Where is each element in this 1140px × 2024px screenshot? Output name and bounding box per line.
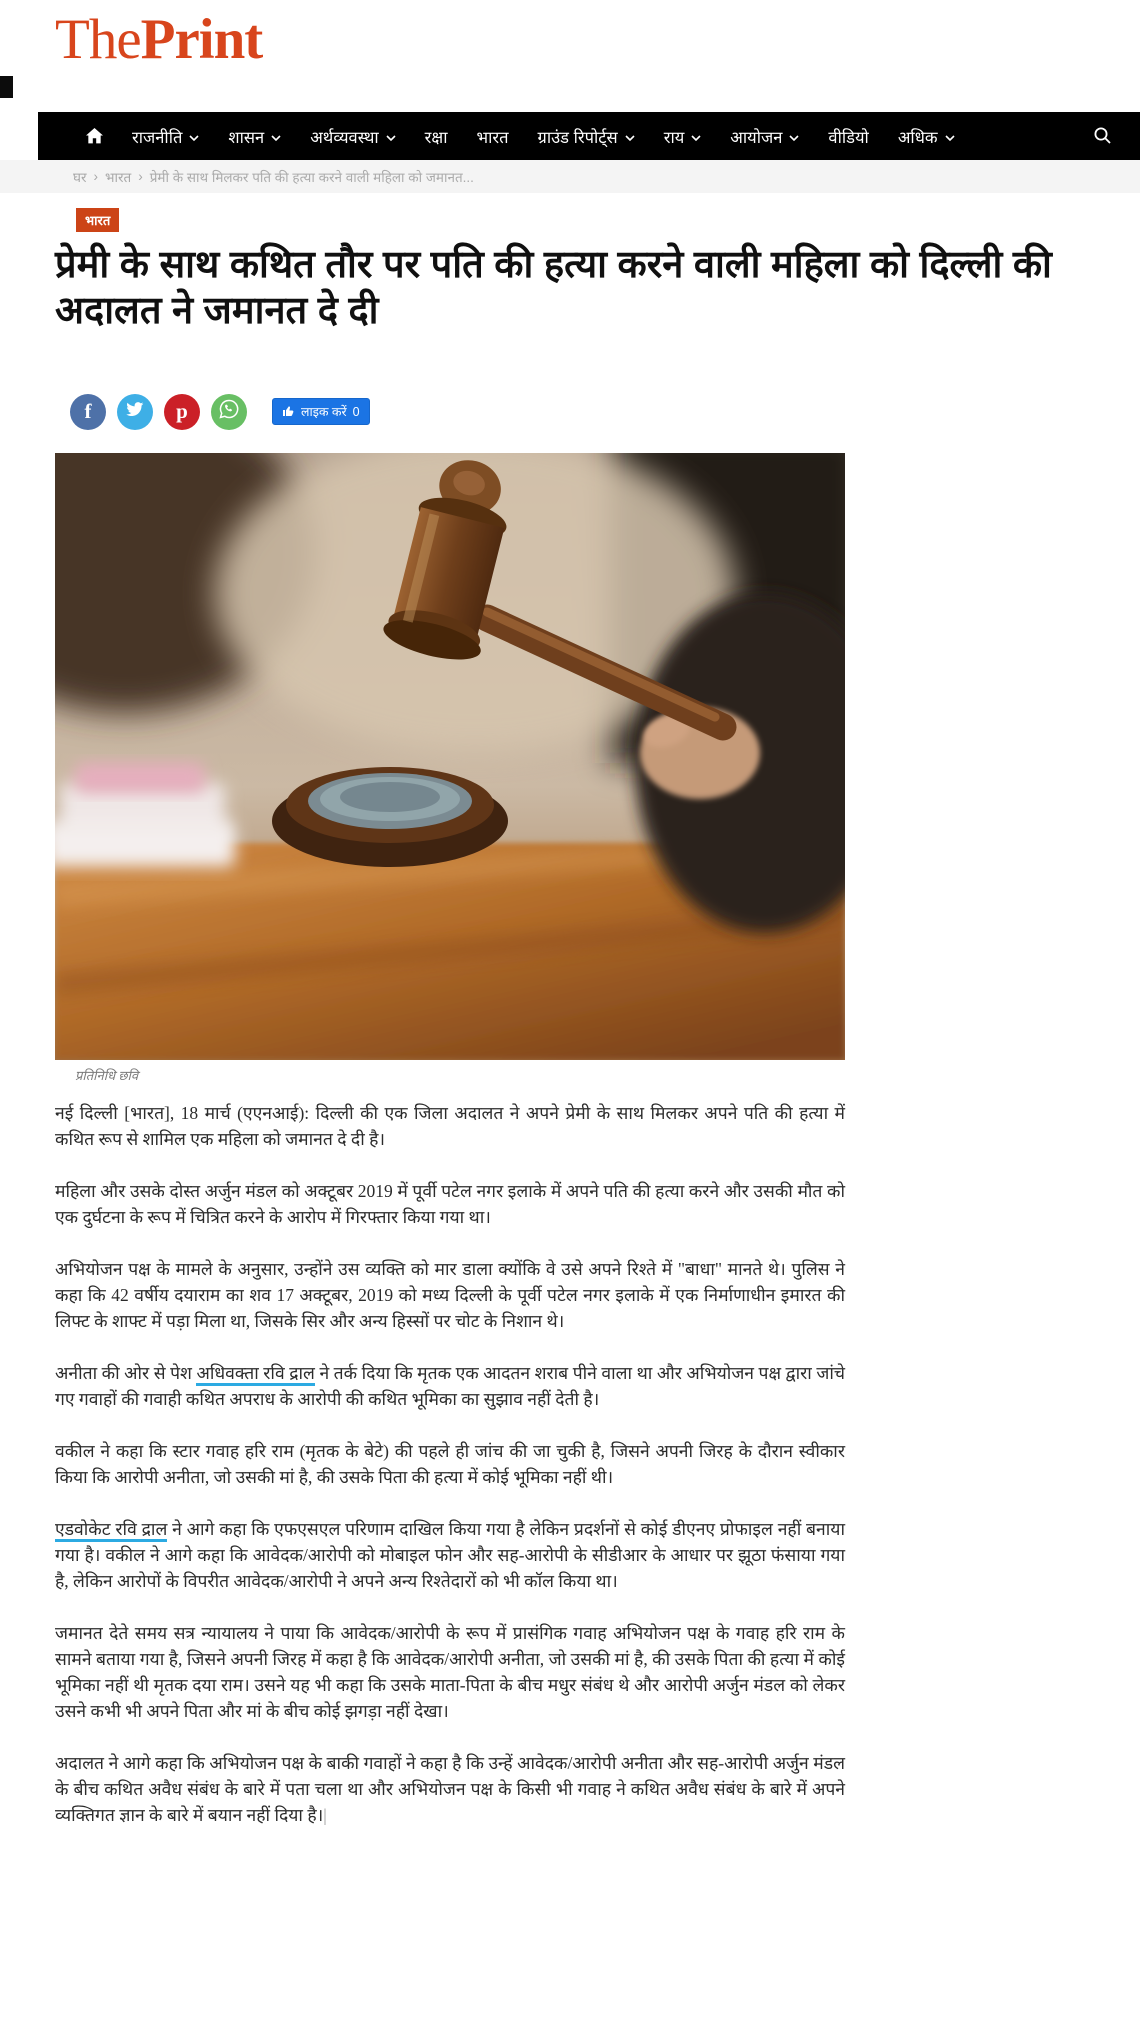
nav-item-governance[interactable]: शासन — [228, 125, 281, 148]
breadcrumb-section[interactable]: भारत — [105, 169, 132, 185]
facebook-share-button[interactable] — [70, 394, 106, 430]
main-navbar — [38, 112, 1140, 160]
paragraph: जमानत देते समय सत्र न्यायालय ने पाया कि आवेदक/आरोपी के रूप में प्रासंगिक गवाह अभियोजन पक्ष के गवाह हरि राम के सामने बताया गया है, जिसने अपनी जिरह में कहा है कि आवेदक/आरोपी अनीता, जो उसकी मां है, की उसके पिता की हत्या में कोई भूमिका नहीं थी मृतक दया राम। उसने यह भी कहा कि उसके माता-पिता के बीच मधुर संबंध थे और आरोपी अर्जुन मंडल को लेकर उसने कभी भी अपने पिता और मां के बीच कोई झगड़ा नहीं देखा। — [55, 1622, 845, 1721]
paragraph: अनीता की ओर से पेश अधिवक्ता रवि द्राल ने तर्क दिया कि मृतक एक आदतन शराब पीने वाला था और अभियोजन पक्ष द्वारा जांचे गए गवाहों की गवाही कथित अपराध के आरोपी की कथित भूमिका का सुझाव नहीं देती है। — [55, 1362, 845, 1409]
like-button-label: लाइक करें — [301, 405, 347, 420]
logo-the: The — [55, 8, 141, 71]
breadcrumb — [0, 160, 1140, 193]
nav-item-ground-reports[interactable]: ग्राउंड रिपोर्ट्स — [538, 125, 635, 148]
advocate-link[interactable]: अधिवक्ता रवि द्राल — [196, 1363, 314, 1386]
site-header — [0, 0, 1140, 112]
paragraph: अदालत ने आगे कहा कि अभियोजन पक्ष के बाकी गवाहों ने कहा है कि उन्हें आवेदक/आरोपी अनीता और सह-आरोपी अर्जुन मंडल के बीच कथित अवैध संबंध के बारे में पता चला था और अभियोजन पक्ष के किसी भी गवाह ने कथित अवैध संबंध के बारे में अपने व्यक्तिगत ज्ञान के बारे में बयान नहीं दिया है।| — [55, 1752, 845, 1825]
facebook-like-button[interactable] — [272, 398, 370, 425]
twitter-share-button[interactable] — [117, 394, 153, 430]
chevron-down-icon — [691, 128, 701, 147]
breadcrumb-current: प्रेमी के साथ मिलकर पति की हत्या करने वाली महिला को जमानत... — [149, 169, 474, 185]
nav-item-economy[interactable]: अर्थव्यवस्था — [310, 125, 395, 148]
breadcrumb-home[interactable]: घर — [73, 169, 87, 185]
article-body — [55, 1100, 845, 1828]
thumbs-up-icon — [282, 404, 295, 420]
article-image — [55, 453, 845, 1084]
share-row — [70, 393, 845, 431]
chevron-down-icon — [945, 128, 955, 147]
paragraph: नई दिल्ली [भारत], 18 मार्च (एएनआई): दिल्ली की एक जिला अदालत ने अपने प्रेमी के साथ मिलकर अपने पति की हत्या में कथित रूप से शामिल एक महिला को जमानत दे दी है। — [55, 1102, 845, 1149]
pinterest-share-button[interactable] — [164, 394, 200, 430]
paragraph: एडवोकेट रवि द्राल ने आगे कहा कि एफएसएल परिणाम दाखिल किया गया है लेकिन प्रदर्शनों से कोई डीएनए प्रोफाइल नहीं बनाया गया है। वकील ने आगे कहा कि आवेदक/आरोपी को मोबाइल फोन और सह-आरोपी के सीडीआर के आधार पर झूठा फंसाया गया है, लेकिन आरोपों के विपरीत आवेदक/आरोपी ने अपने अन्य रिश्तेदारों को भी कॉल किया था। — [55, 1518, 845, 1591]
article-column — [55, 193, 1052, 1828]
chevron-down-icon — [271, 128, 281, 147]
image-caption: प्रतिनिधि छवि — [75, 1067, 139, 1083]
whatsapp-icon — [219, 399, 239, 424]
text-cursor: | — [323, 1804, 327, 1825]
edge-artifact — [0, 76, 13, 98]
paragraph: महिला और उसके दोस्त अर्जुन मंडल को अक्टूबर 2019 में पूर्वी पटेल नगर इलाके में अपने पति की हत्या करने और उसकी मौत को एक दुर्घटना के रूप में चित्रित करने के आरोप में गिरफ्तार किया गया था। — [55, 1180, 845, 1227]
article-headline: प्रेमी के साथ कथित तौर पर पति की हत्या करने वाली महिला को दिल्ली की अदालत ने जमानत दे दी — [55, 244, 1052, 333]
breadcrumb-separator: › — [93, 169, 98, 184]
paragraph: अभियोजन पक्ष के मामले के अनुसार, उन्होंने उस व्यक्ति को मार डाला क्योंकि वे उसे अपने रिश्ते में "बाधा" मानते थे। पुलिस ने कहा कि 42 वर्षीय दयाराम का शव 17 अक्टूबर, 2019 को मध्य दिल्ली के पूर्वी पटेल नगर इलाके में एक निर्माणाधीन इमारत की लिफ्ट के शाफ्ट में पड़ा मिला था, जिसके सिर और अन्य हिस्सों पर चोट के निशान थे। — [55, 1258, 845, 1331]
category-badge[interactable]: भारत — [76, 208, 119, 232]
logo-print: Print — [140, 8, 263, 71]
chevron-down-icon — [386, 128, 396, 147]
breadcrumb-separator: › — [138, 169, 143, 184]
nav-item-defence[interactable]: रक्षा — [424, 128, 448, 147]
whatsapp-share-button[interactable] — [211, 394, 247, 430]
nav-item-video[interactable]: वीडियो — [828, 128, 869, 147]
chevron-down-icon — [189, 128, 199, 147]
nav-item-events[interactable]: आयोजन — [730, 125, 799, 148]
nav-item-politics[interactable]: राजनीति — [132, 125, 199, 148]
like-count: 0 — [352, 404, 360, 419]
search-icon[interactable] — [1093, 126, 1112, 150]
chevron-down-icon — [789, 128, 799, 147]
paragraph: वकील ने कहा कि स्टार गवाह हरि राम (मृतक के बेटे) की पहले ही जांच की जा चुकी है, जिसने अपनी जिरह के दौरान स्वीकार किया कि आरोपी अनीता, जो उसकी मां है, की उसके पिता की हत्या में कोई भूमिका नहीं थी। — [55, 1440, 845, 1487]
site-logo[interactable] — [55, 10, 262, 70]
twitter-icon — [126, 402, 144, 422]
nav-item-opinion[interactable]: राय — [664, 125, 702, 148]
nav-item-more[interactable]: अधिक — [898, 125, 955, 148]
advocate-link[interactable]: एडवोकेट रवि द्राल — [55, 1519, 167, 1542]
pinterest-icon: p — [176, 399, 188, 424]
facebook-icon: f — [84, 399, 92, 424]
chevron-down-icon — [625, 128, 635, 147]
gavel-photo-illustration — [55, 453, 845, 1060]
home-icon[interactable] — [86, 128, 103, 144]
nav-item-india[interactable]: भारत — [476, 128, 509, 147]
